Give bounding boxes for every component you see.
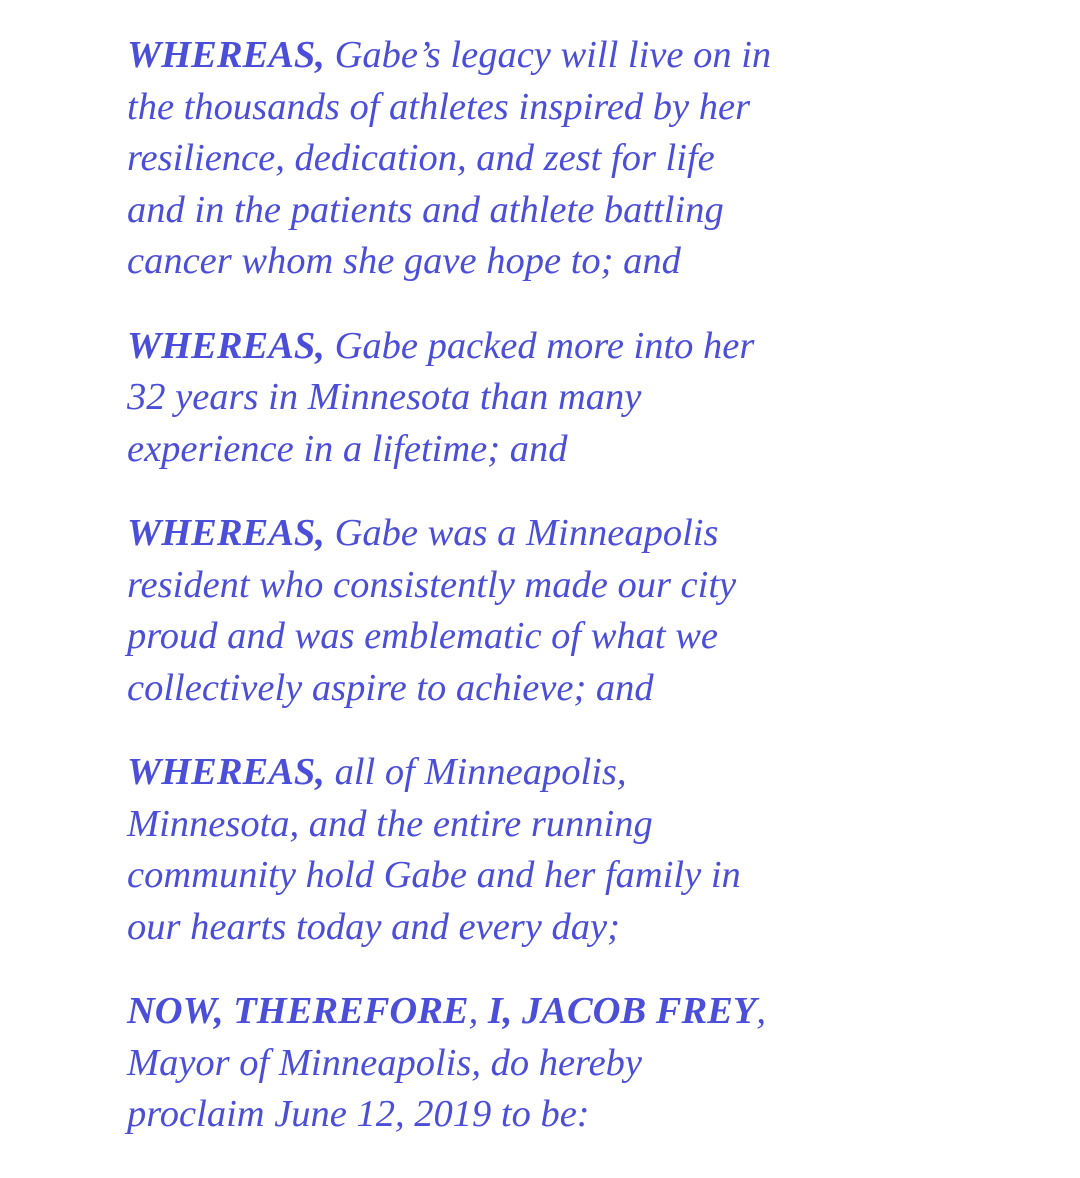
proclamation-document	[127, 30, 1027, 1174]
proclamation-closing	[127, 986, 1027, 1141]
paragraph-line: proud and was emblematic of what we	[127, 615, 719, 657]
whereas-paragraph-years	[127, 321, 1027, 476]
paragraph-text: Gabe packed more into her	[334, 324, 755, 367]
paragraph-line: our hearts today and every day;	[127, 905, 620, 948]
paragraph-text: Gabe’s legacy will live on in	[334, 34, 772, 76]
closing-line	[127, 986, 1027, 1038]
paragraph-line: the thousands of athletes inspired by her	[127, 85, 751, 128]
paragraph-line: resilience, dedication, and zest for life	[127, 137, 715, 179]
paragraph-line: resident who consistently made our city	[127, 563, 737, 606]
closing-separator: ,	[468, 990, 488, 1032]
paragraph-text: all of Minneapolis,	[334, 751, 627, 793]
whereas-paragraph-community	[127, 747, 1027, 953]
paragraph-line	[127, 30, 1027, 82]
paragraph-line: 32 years in Minnesota than many	[127, 376, 642, 418]
whereas-keyword: WHEREAS,	[127, 512, 325, 554]
paragraph-line: cancer whom she gave hope to; and	[127, 240, 681, 282]
paragraph-text: Gabe was a Minneapolis	[334, 512, 719, 554]
paragraph-line	[127, 508, 1027, 560]
whereas-keyword: WHEREAS,	[127, 751, 325, 793]
paragraph-line: collectively aspire to achieve; and	[127, 666, 654, 709]
therefore-keyword: NOW, THEREFORE	[127, 990, 469, 1032]
closing-line: proclaim June 12, 2019 to be:	[127, 1093, 590, 1135]
whereas-keyword: WHEREAS,	[127, 34, 325, 76]
closing-line: Mayor of Minneapolis, do hereby	[127, 1041, 643, 1084]
whereas-paragraph-legacy	[127, 30, 1027, 288]
closing-separator: ,	[756, 990, 766, 1032]
mayor-name: I, JACOB FREY	[487, 990, 757, 1032]
paragraph-line: and in the patients and athlete battling	[127, 188, 724, 231]
paragraph-line: community hold Gabe and her family in	[127, 854, 741, 896]
paragraph-line: experience in a lifetime; and	[127, 427, 568, 470]
whereas-paragraph-resident	[127, 508, 1027, 714]
paragraph-line: Minnesota, and the entire running	[127, 802, 653, 845]
paragraph-line	[127, 321, 1027, 373]
whereas-keyword: WHEREAS,	[127, 324, 325, 367]
paragraph-line	[127, 747, 1027, 799]
